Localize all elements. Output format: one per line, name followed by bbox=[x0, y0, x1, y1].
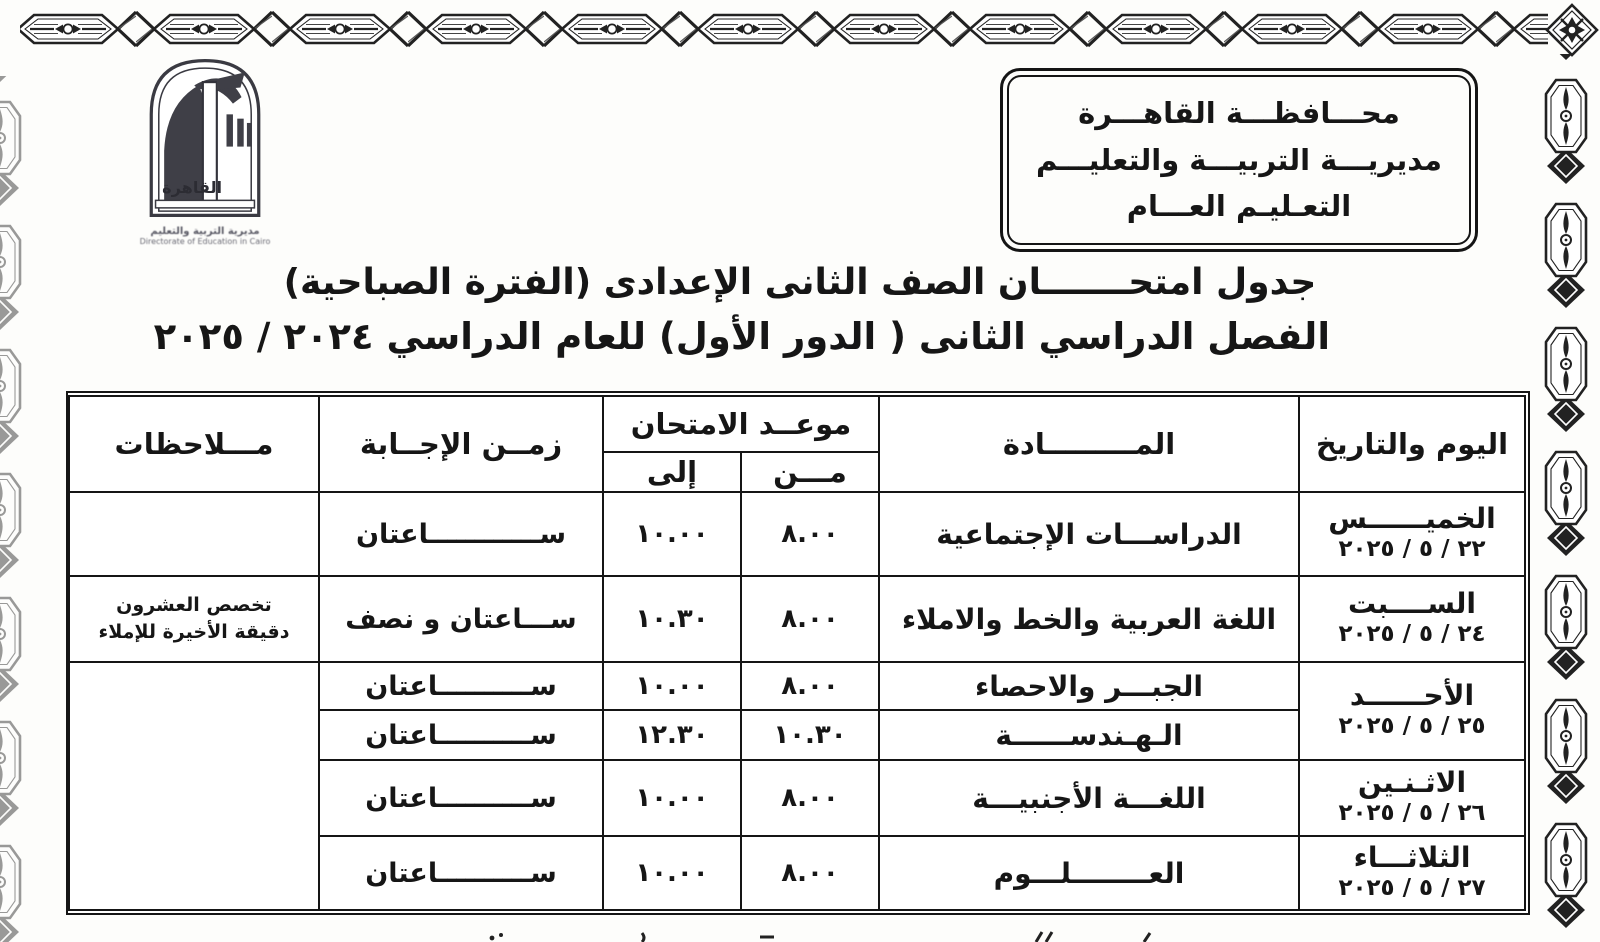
logo-block bbox=[95, 52, 315, 246]
col-header-time-from: مـــن bbox=[741, 452, 879, 492]
document-title bbox=[153, 262, 1330, 358]
duration-cell: ســــــــــاعتان bbox=[319, 710, 603, 760]
schedule-table-frame bbox=[66, 391, 1530, 915]
duration-cell: ســــــــــــاعتان bbox=[319, 492, 603, 576]
day-cell bbox=[1299, 836, 1525, 910]
time-to-cell: ١٠.٣٠ bbox=[603, 576, 741, 662]
time-to-cell: ١٠.٠٠ bbox=[603, 492, 741, 576]
day-date: ٢٦ / ٥ / ٢٠٢٥ bbox=[1338, 800, 1486, 827]
day-date: ٢٤ / ٥ / ٢٠٢٥ bbox=[1338, 621, 1486, 648]
svg-text:القاهرة: القاهرة bbox=[162, 177, 223, 197]
ornamental-right-border bbox=[1532, 54, 1600, 942]
subject-cell: اللغة العربية والخط والاملاء bbox=[879, 576, 1299, 662]
notes-cell bbox=[69, 576, 319, 662]
exam-schedule-table bbox=[68, 395, 1526, 911]
dictation-note: تخصص العشرون دقيقة الأخيرة للإملاء bbox=[98, 594, 290, 643]
duration-cell: ســـاعتان و نصف bbox=[319, 576, 603, 662]
table-row bbox=[69, 662, 1525, 710]
table-row bbox=[69, 576, 1525, 662]
letterhead-inner-frame bbox=[1007, 75, 1471, 245]
subject-cell: اللغـــة الأجنبيـــة bbox=[879, 760, 1299, 836]
letterhead-directorate: مديريـــة التربيـــة والتعليـــم bbox=[1036, 142, 1443, 177]
day-name: الاثـنـين bbox=[1357, 765, 1467, 799]
logo-caption-english: Directorate of Education in Cairo bbox=[139, 237, 271, 246]
notes-cell-merged bbox=[69, 662, 319, 910]
time-from-cell: ٨.٠٠ bbox=[741, 492, 879, 576]
col-header-day: اليوم والتاريخ bbox=[1299, 396, 1525, 492]
duration-cell: ســــــــــاعتان bbox=[319, 836, 603, 910]
col-header-exam-time: موعــد الامتحان bbox=[603, 396, 879, 452]
time-from-cell: ٨.٠٠ bbox=[741, 836, 879, 910]
subject-cell: الدراســـات الإجتماعية bbox=[879, 492, 1299, 576]
letterhead-general-education: التعـليـم العـــام bbox=[1126, 189, 1352, 224]
time-to-cell: ١٠.٠٠ bbox=[603, 760, 741, 836]
col-header-subject: المـــــــــادة bbox=[879, 396, 1299, 492]
cut-off-text-marks bbox=[0, 930, 1600, 942]
time-to-cell: ١٠.٠٠ bbox=[603, 662, 741, 710]
time-from-cell: ٨.٠٠ bbox=[741, 760, 879, 836]
day-date: ٢٥ / ٥ / ٢٠٢٥ bbox=[1338, 713, 1486, 740]
day-name: الخميــــــس bbox=[1328, 501, 1496, 535]
day-date: ٢٢ / ٥ / ٢٠٢٥ bbox=[1338, 536, 1486, 563]
day-cell bbox=[1299, 760, 1525, 836]
exam-title-line-2: الفصل الدراسي الثانى ( الدور الأول) للعام الدراسي ٢٠٢٤ / ٢٠٢٥ bbox=[153, 315, 1330, 358]
subject-cell: الـهـندســــــة bbox=[879, 710, 1299, 760]
time-from-cell: ١٠.٣٠ bbox=[741, 710, 879, 760]
day-cell bbox=[1299, 662, 1525, 760]
time-to-cell: ١٢.٣٠ bbox=[603, 710, 741, 760]
col-header-notes: مـــلاحظات bbox=[69, 396, 319, 492]
duration-cell: ســــــــــاعتان bbox=[319, 760, 603, 836]
day-date: ٢٧ / ٥ / ٢٠٢٥ bbox=[1338, 875, 1486, 902]
day-name: الثلاثـــاء bbox=[1353, 840, 1471, 874]
logo-caption-arabic: مديرية التربية والتعليم bbox=[150, 226, 260, 237]
table-row bbox=[69, 492, 1525, 576]
corner-rosette-icon bbox=[1544, 2, 1600, 58]
subject-cell: الجبـــر والاحصاء bbox=[879, 662, 1299, 710]
duration-cell: ســــــــــاعتان bbox=[319, 662, 603, 710]
col-header-time-to: إلى bbox=[603, 452, 741, 492]
subject-cell: العــــــــلـــوم bbox=[879, 836, 1299, 910]
ornamental-left-border bbox=[0, 76, 34, 942]
exam-title-line-1: جدول امتحـــــــان الصف الثانى الإعدادى (الفترة الصباحية) bbox=[283, 262, 1317, 303]
letterhead-governorate: محـــافظـــة القاهـــرة bbox=[1078, 95, 1400, 130]
time-from-cell: ٨.٠٠ bbox=[741, 662, 879, 710]
notes-cell bbox=[69, 492, 319, 576]
day-cell bbox=[1299, 492, 1525, 576]
col-header-duration: زمــن الإجــابة bbox=[319, 396, 603, 492]
day-name: الأحــــــد bbox=[1349, 678, 1475, 712]
time-from-cell: ٨.٠٠ bbox=[741, 576, 879, 662]
cairo-education-logo-icon bbox=[130, 52, 280, 224]
day-name: الســــبت bbox=[1348, 586, 1476, 620]
letterhead-box bbox=[1000, 68, 1478, 252]
day-cell bbox=[1299, 576, 1525, 662]
ornamental-top-border bbox=[0, 6, 1548, 52]
time-to-cell: ١٠.٠٠ bbox=[603, 836, 741, 910]
